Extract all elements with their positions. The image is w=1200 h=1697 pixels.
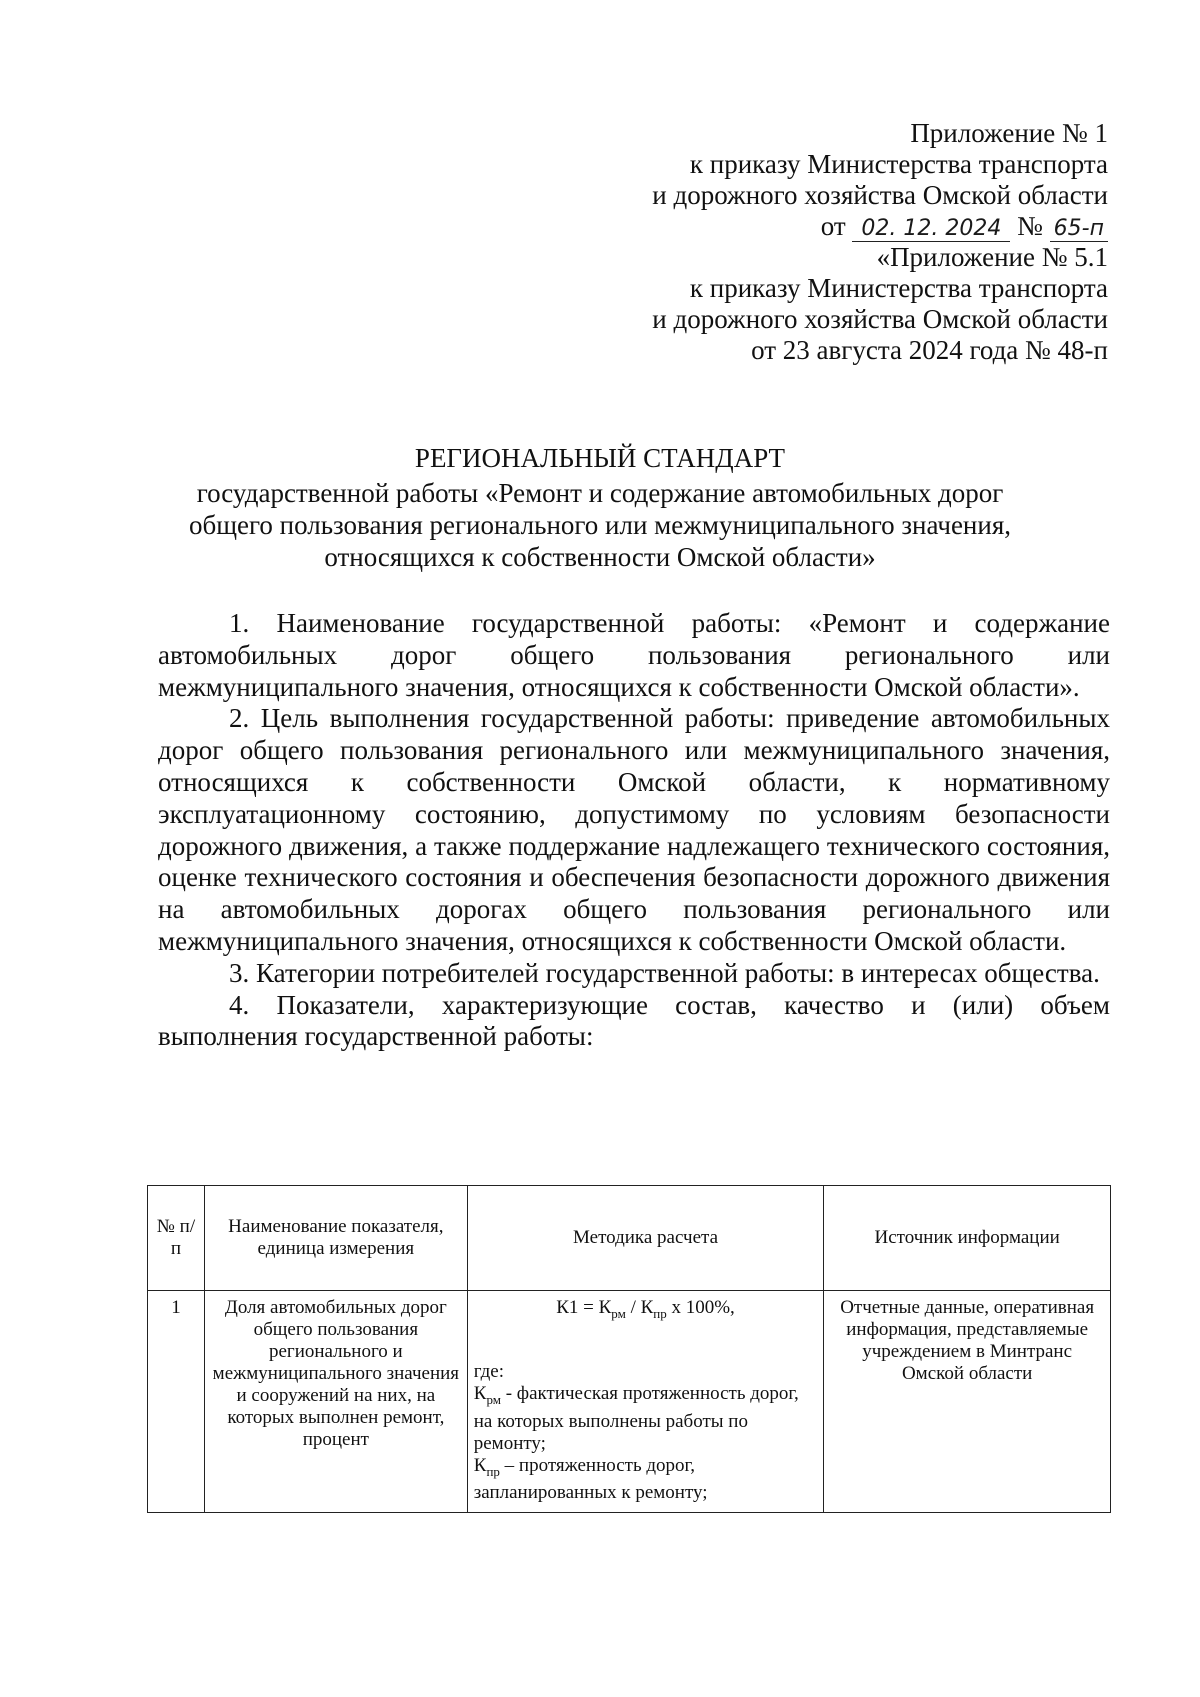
- var-text: – протяженность дорог, запланированных к ремонту;: [473, 1454, 708, 1504]
- formula-sub: рм: [611, 1305, 626, 1321]
- cell-method: [467, 1291, 824, 1513]
- paragraph-3: 3. Категории потребителей государственной работы: в интересах общества.: [229, 957, 1100, 988]
- handwritten-date: 02. 12. 2024: [852, 217, 1010, 242]
- formula-part: К1 = К: [556, 1297, 612, 1318]
- krm-definition: [474, 1383, 818, 1455]
- var-letter: К: [473, 1454, 487, 1476]
- paragraph-2: 2. Цель выполнения государственной работы: приведение автомобильных дорог общего пользования регионального или межмуниципального значения, относящихся к собственности Омской области, к нормативному эксплуатационному состоянию, допустимому по условиям безопасности дорожного движения, а также поддержание надлежащего технического состояния, оценке технического состояния и обеспечения безопасности дорожного движения на автомобильных дорогах общего пользования регионального или межмуниципального значения, относящихся к собственности Омской области.: [158, 703, 1110, 956]
- indicators-table: [147, 1185, 1111, 1513]
- order-ref-line: к приказу Министерства транспорта: [689, 149, 1108, 179]
- cell-source: Отчетные данные, оперативная информация, представляемые учреждением в Минтранс Омской области: [824, 1291, 1111, 1513]
- handwritten-number: 65-п: [1050, 217, 1108, 242]
- ot-label: от: [820, 211, 846, 241]
- subtitle-line: общего пользования регионального или межмуниципального значения,: [189, 510, 1011, 540]
- document-title: РЕГИОНАЛЬНЫЙ СТАНДАРТ: [414, 443, 786, 473]
- header-name: Наименование показателя, единица измерения: [204, 1186, 467, 1291]
- cell-name: Доля автомобильных дорог общего пользования регионального и межмуниципального значения и сооружений на них, на которых выполнен ремонт, процент: [204, 1291, 467, 1513]
- table-row: [148, 1291, 1111, 1513]
- subtitle-line: относящихся к собственности Омской области»: [324, 542, 876, 572]
- appendix-5-1-line: «Приложение № 5.1: [876, 242, 1108, 272]
- order-ref-line-2: к приказу Министерства транспорта: [689, 273, 1108, 303]
- cell-num: 1: [148, 1291, 205, 1513]
- kpr-definition: [474, 1455, 818, 1505]
- document-header: [652, 118, 1108, 366]
- body-text: [158, 608, 1110, 1053]
- number-label: №: [1017, 211, 1043, 241]
- var-text: - фактическая протяженность дорог, на которых выполнены работы по ремонту;: [473, 1382, 799, 1454]
- paragraph-1: 1. Наименование государственной работы: «Ремонт и содержание автомобильных дорог общего пользования регионального или межмуниципального значения, относящихся к собственности Омской области».: [158, 608, 1110, 702]
- var-sub: рм: [486, 1391, 501, 1407]
- var-sub: пр: [486, 1463, 500, 1479]
- document-subtitle: [150, 477, 1050, 573]
- ministry-line-2: и дорожного хозяйства Омской области: [652, 304, 1108, 334]
- formula-part: х 100%,: [666, 1297, 735, 1318]
- date-number-line: [652, 211, 1108, 242]
- where-label: где:: [473, 1360, 504, 1382]
- subtitle-line: государственной работы «Ремонт и содержание автомобильных дорог: [196, 478, 1004, 508]
- formula-k1: [474, 1297, 818, 1325]
- header-method: Методика расчета: [467, 1186, 824, 1291]
- original-order-line: от 23 августа 2024 года № 48-п: [751, 335, 1108, 365]
- header-num: № п/п: [148, 1186, 205, 1291]
- ministry-line: и дорожного хозяйства Омской области: [652, 180, 1108, 210]
- table-header-row: [148, 1186, 1111, 1291]
- paragraph-4: 4. Показатели, характеризующие состав, качество и (или) объем выполнения государственной работы:: [158, 989, 1110, 1052]
- var-letter: К: [473, 1382, 487, 1404]
- header-source: Источник информации: [824, 1186, 1111, 1291]
- formula-sub: пр: [653, 1305, 667, 1321]
- appendix-line: Приложение № 1: [910, 118, 1108, 148]
- formula-part: / К: [625, 1297, 654, 1318]
